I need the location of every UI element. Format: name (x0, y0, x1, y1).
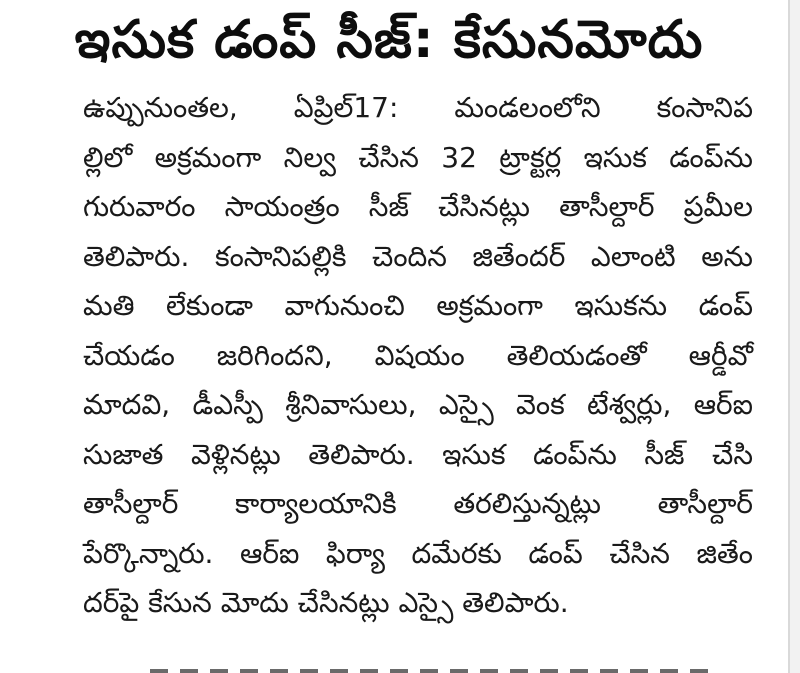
article-line: ల్లిలో అక్రమంగా నిల్వ చేసిన 32 ట్రాక్టర్ల ఇసుక డంప్‌ను (83, 140, 753, 174)
article-body (83, 83, 753, 628)
article-line: తాసీల్దార్ కార్యాలయానికి తరలిస్తున్నట్లు తాసీల్దార్ (83, 487, 753, 520)
column-divider (778, 0, 800, 673)
article-line: ఉప్పునుంతల, ఏప్రిల్17: మండలంలోని కంసానిప (83, 91, 753, 124)
cut-off-next-line (150, 660, 710, 673)
article-line: దర్‌పై కేసున మోదు చేసినట్లు ఎస్సై తెలిపారు. (83, 586, 569, 619)
article-line: మాదవి, డీఎస్పీ శ్రీనివాసులు, ఎస్సై వెంక టేశ్వర్లు, ఆర్‌ఐ (83, 388, 753, 421)
article-line: చేయడం జరిగిందని, విషయం తెలియడంతో ఆర్డీవో (83, 338, 753, 372)
article-line: సుజాత వెళ్లినట్లు తెలిపారు. ఇసుక డంప్‌ను సీజ్ చేసి (83, 437, 753, 471)
article-line: పేర్కొన్నారు. ఆర్‌ఐ ఫిర్యా దమేరకు డంప్ చేసిన జితేం (83, 536, 753, 570)
article-line: మతి లేకుండా వాగునుంచి అక్రమంగా ఇసుకను డంప్ (83, 289, 753, 322)
article-headline: ఇసుక డంప్ సీజ్: కేసునమోదు (74, 10, 704, 70)
article-line: తెలిపారు. కంసానిపల్లికి చెందిన జితేందర్ ఎలాంటి అను (83, 239, 753, 273)
article-line: గురువారం సాయంత్రం సీజ్ చేసినట్లు తాసీల్దార్ ప్రమీల (83, 190, 753, 223)
